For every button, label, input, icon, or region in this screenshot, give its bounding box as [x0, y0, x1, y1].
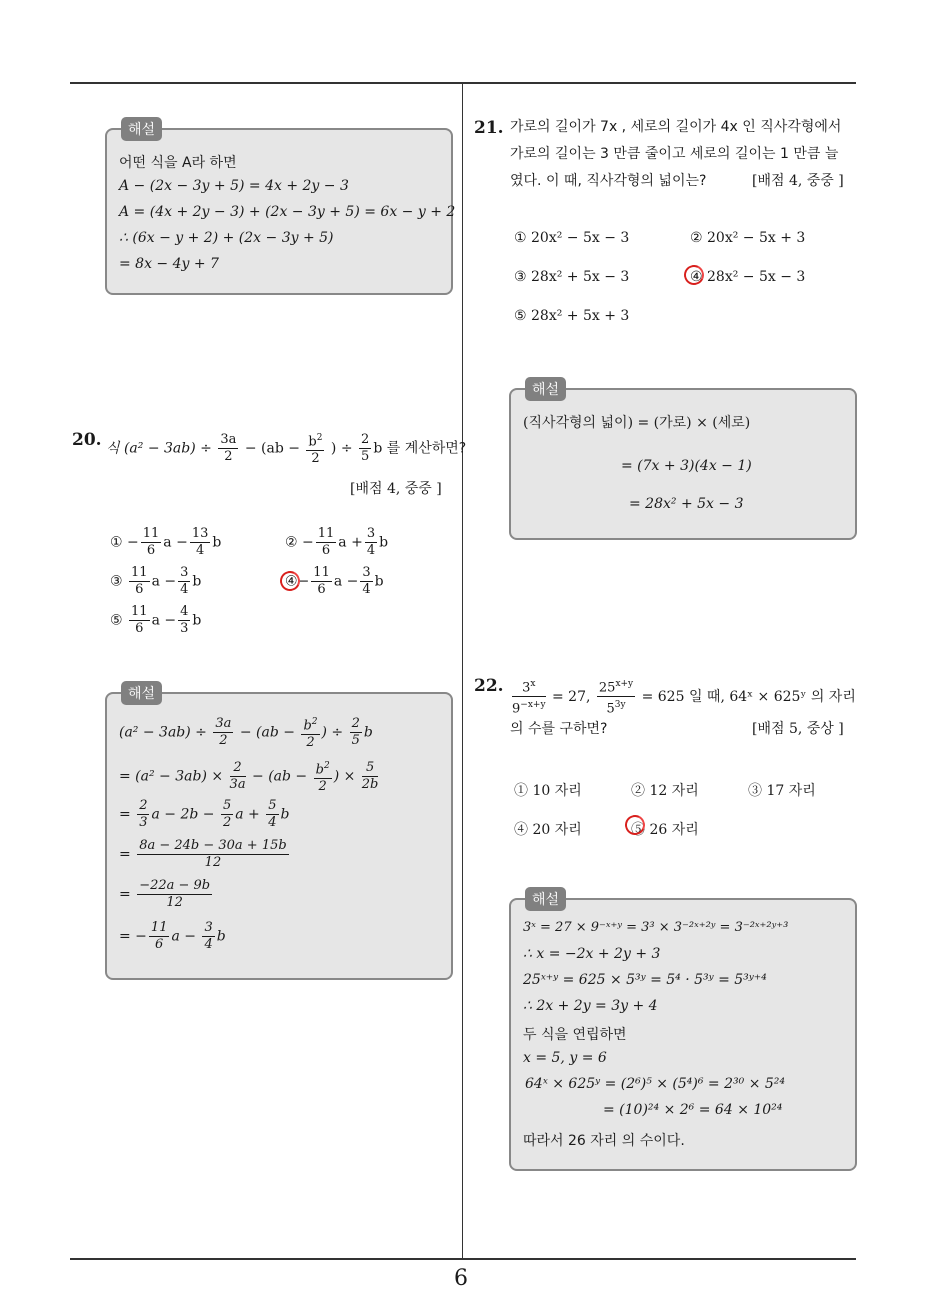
q20-solution-box	[105, 686, 453, 980]
q21-stem-line: 가로의 길이는 3 만큼 줄이고 세로의 길이는 1 만큼 늘	[510, 146, 839, 162]
solution-line: x = 5, y = 6	[523, 1050, 607, 1066]
q20-option-2[interactable]: ② − $\frac{11}{6}$ a + $\frac{3}{4}$ b	[285, 526, 389, 558]
solution-tag: 해설	[121, 117, 162, 141]
solution-line: = $\frac{-22a - 9b}{12}$	[119, 878, 211, 910]
solution-line: A − (2x − 3y + 5) = 4x + 2y − 3	[119, 178, 349, 194]
solution-line: (직사각형의 넓이) = (가로) × (세로)	[523, 415, 751, 431]
solution-line: (a² − 3ab) ÷ $\frac{3a}{2}$ − (ab − $\frac{b^2}{2}$ ) ÷ $\frac{2}{5}$ b	[119, 714, 373, 751]
q20-score: [배점 4, 중중 ]	[350, 481, 442, 497]
question-number: 21.	[474, 118, 504, 138]
q20-option-1[interactable]: ① − $\frac{11}{6}$ a − $\frac{13}{4}$ b	[110, 526, 222, 558]
q21-option-4[interactable]: ④ 28x² − 5x − 3	[690, 269, 806, 285]
q22-stem-mid: = 27,	[551, 688, 591, 705]
solution-tag: 해설	[525, 377, 566, 401]
q22-stem-line2: 의 수를 구하면?	[510, 721, 608, 737]
solution-line: 따라서 26 자리 의 수이다.	[523, 1133, 685, 1149]
q22-option-5[interactable]: ⑤ 26 자리	[631, 822, 699, 838]
q22-option-2[interactable]: ② 12 자리	[631, 783, 699, 799]
bottom-rule	[70, 1258, 856, 1260]
solution-line: ∴ 2x + 2y = 3y + 4	[523, 998, 658, 1014]
q20-option-3[interactable]: ③ $\frac{11}{6}$ a − $\frac{3}{4}$ b	[110, 565, 202, 597]
solution-line: ∴ x = −2x + 2y + 3	[523, 946, 661, 962]
q21-option-1[interactable]: ① 20x² − 5x − 3	[514, 230, 630, 246]
solution-line: = $\frac{2}{3}$ a − 2b − $\frac{5}{2}$ a + $\frac{5}{4}$ b	[119, 798, 290, 830]
solution-line: 두 식을 연립하면	[523, 1027, 627, 1043]
q20-stem-suffix: 를 계산하면?	[386, 440, 467, 457]
q22-stem-end: = 625 일 때, 64ˣ × 625ʸ 의 자리	[641, 688, 856, 705]
q22-score: [배점 5, 중상 ]	[752, 721, 844, 737]
q20-stem-prefix: 식 (a² − 3ab) ÷	[106, 440, 212, 457]
q22-option-3[interactable]: ③ 17 자리	[748, 783, 816, 799]
solution-line: 25ˣ⁺ʸ = 625 × 5³ʸ = 5⁴ · 5³ʸ = 5³ʸ⁺⁴	[523, 972, 767, 988]
solution-line: = − $\frac{11}{6}$ a − $\frac{3}{4}$ b	[119, 920, 226, 952]
q22-option-4[interactable]: ④ 20 자리	[514, 822, 582, 838]
q20-option-4[interactable]: ④− $\frac{11}{6}$ a − $\frac{3}{4}$ b	[285, 565, 384, 597]
column-divider	[462, 84, 463, 1260]
solution-line: = 28x² + 5x − 3	[629, 496, 744, 512]
q21-option-2[interactable]: ② 20x² − 5x + 3	[690, 230, 806, 246]
solution-line: ∴ (6x − y + 2) + (2x − 3y + 5)	[119, 230, 334, 246]
solution-line: 64ˣ × 625ʸ = (2⁶)⁵ × (5⁴)⁶ = 2³⁰ × 5²⁴	[525, 1076, 786, 1092]
q21-stem-line: 가로의 길이가 7x , 세로의 길이가 4x 인 직사각형에서	[510, 119, 842, 135]
q22-solution-box	[509, 892, 857, 1171]
solution-line: = 8x − 4y + 7	[119, 256, 219, 272]
question-number: 22.	[474, 676, 504, 696]
solution-line: 어떤 식을 A라 하면	[119, 155, 237, 171]
solution-tag: 해설	[525, 887, 566, 911]
solution-line: = (a² − 3ab) × $\frac{2}{3a}$ − (ab − $\frac{b^2}{2}$ ) × $\frac{5}{2b}$	[119, 758, 380, 795]
solution-line: A = (4x + 2y − 3) + (2x − 3y + 5) = 6x − y + 2	[119, 204, 456, 220]
q22-stem: $\frac{3^x}{9^{-x+y}}$ = 27, $\frac{25^{x+y}}{5^{3y}}$ = 625 일 때, 64ˣ × 625ʸ 의 자리	[510, 676, 856, 718]
q21-option-5[interactable]: ⑤ 28x² + 5x + 3	[514, 308, 630, 324]
q21-option-3[interactable]: ③ 28x² + 5x − 3	[514, 269, 630, 285]
q21-score: [배점 4, 중중 ]	[752, 173, 844, 189]
q20-option-5[interactable]: ⑤ $\frac{11}{6}$ a − $\frac{4}{3}$ b	[110, 604, 202, 636]
top-rule	[70, 82, 856, 84]
q22-option-1[interactable]: ① 10 자리	[514, 783, 582, 799]
q21-solution-box	[509, 382, 857, 540]
solution-tag: 해설	[121, 681, 162, 705]
solution-line: 3ˣ = 27 × 9⁻ˣ⁺ʸ = 3³ × 3⁻²ˣ⁺²ʸ = 3⁻²ˣ⁺²ʸ⁺³	[523, 920, 789, 935]
solution-line: = (7x + 3)(4x − 1)	[621, 458, 752, 474]
q19-solution-box	[105, 122, 456, 295]
q20-stem: 식 (a² − 3ab) ÷ $\frac{3a}{2}$ − (ab − $\frac{b^2}{2}$ ) ÷ $\frac{2}{5}$ b 를 계산하면?	[106, 430, 466, 467]
solution-line: = $\frac{8a - 24b - 30a + 15b}{12}$	[119, 838, 287, 870]
solution-line: = (10)²⁴ × 2⁶ = 64 × 10²⁴	[603, 1102, 783, 1118]
question-number: 20.	[72, 430, 102, 450]
q21-stem-line: 였다. 이 때, 직사각형의 넓이는?	[510, 173, 707, 189]
page-number: 6	[454, 1266, 468, 1291]
